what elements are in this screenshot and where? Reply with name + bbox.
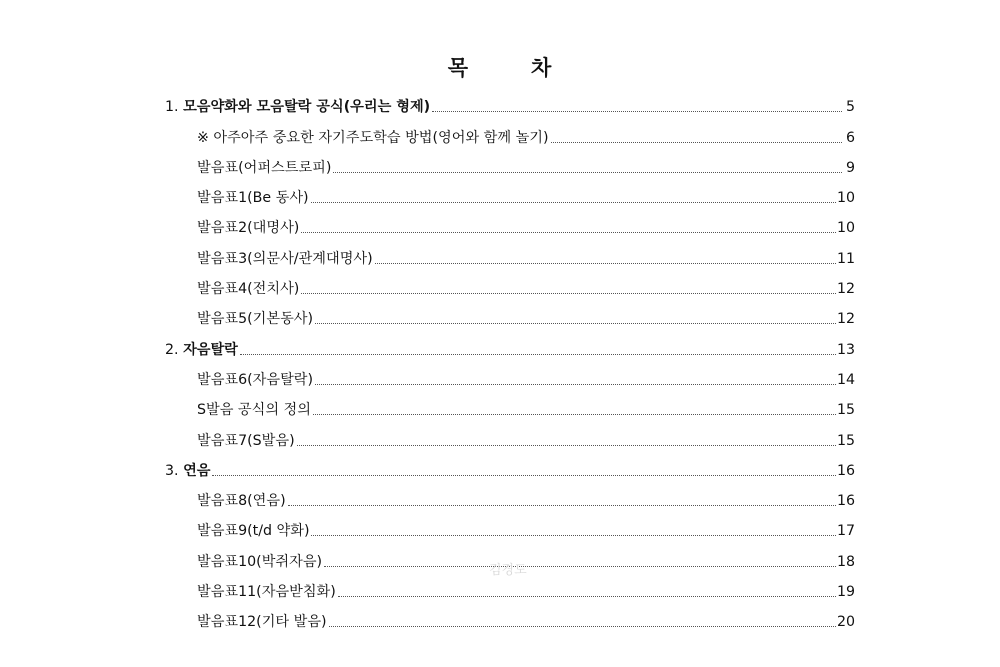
dot-leader (297, 445, 836, 446)
toc-entry[interactable] (165, 328, 855, 358)
toc-entry[interactable] (165, 601, 855, 631)
dot-leader (315, 323, 836, 324)
toc-page-number: 14 (836, 371, 855, 388)
toc-entry[interactable] (165, 86, 855, 116)
dot-leader (311, 535, 835, 536)
toc-page-number: 6 (845, 129, 855, 146)
toc-entry-label: 2. 자음탈락 (165, 341, 238, 358)
toc-page-number: 16 (836, 462, 855, 479)
dot-leader (432, 111, 842, 112)
toc-entry[interactable] (165, 147, 855, 177)
toc-entry[interactable] (165, 419, 855, 449)
dot-leader (315, 384, 836, 385)
toc-page-number: 15 (836, 402, 855, 419)
dot-leader (311, 202, 836, 203)
toc-page-number: 12 (836, 281, 855, 298)
title-part-2: 차 (531, 56, 553, 80)
title-part-1: 목 (447, 56, 469, 80)
toc-entry[interactable] (165, 268, 855, 298)
watermark: 김경도 (489, 563, 527, 578)
dot-leader (375, 263, 836, 264)
dot-leader (240, 354, 836, 355)
dot-leader (313, 414, 836, 415)
toc-entry[interactable] (165, 510, 855, 540)
dot-leader (324, 566, 836, 567)
toc-entry-label: 1. 모음약화와 모음탈락 공식(우리는 형제) (165, 99, 431, 116)
toc-entry-label: 발음표4(전치사) (197, 281, 300, 298)
toc-page-number: 9 (845, 159, 855, 176)
page-title (0, 52, 1000, 82)
toc-page-number: 10 (836, 220, 855, 237)
toc-page-number: 13 (836, 341, 855, 358)
toc-entry-label: ※ 아주아주 중요한 자기주도학습 방법(영어와 함께 놀기) (197, 129, 549, 146)
dot-leader (288, 505, 836, 506)
toc-entry-label: 발음표8(연음) (197, 493, 286, 510)
table-of-contents (165, 86, 855, 631)
toc-page-number: 11 (836, 250, 855, 267)
toc-page-number: 10 (836, 190, 855, 207)
toc-entry[interactable] (165, 359, 855, 389)
toc-entry-label: 발음표11(자음받침화) (197, 584, 336, 601)
dot-leader (551, 142, 842, 143)
toc-entry-label: 3. 연음 (165, 462, 211, 479)
dot-leader (301, 293, 836, 294)
toc-entry-label: 발음표6(자음탈락) (197, 371, 314, 388)
toc-entry-label: 발음표10(박쥐자음) (197, 553, 323, 570)
toc-entry[interactable] (165, 298, 855, 328)
toc-entry[interactable] (165, 480, 855, 510)
dot-leader (333, 172, 842, 173)
toc-entry[interactable] (165, 237, 855, 267)
toc-entry-label: 발음표7(S발음) (197, 432, 295, 449)
toc-page-number: 5 (845, 99, 855, 116)
toc-entry-label: 발음표9(t/d 약화) (197, 523, 310, 540)
toc-page-number: 19 (836, 584, 855, 601)
toc-page-number: 15 (836, 432, 855, 449)
toc-entry[interactable] (165, 116, 855, 146)
dot-leader (212, 475, 835, 476)
toc-entry-label: 발음표2(대명사) (197, 220, 300, 237)
dot-leader (329, 626, 836, 627)
toc-page-number: 16 (836, 493, 855, 510)
dot-leader (301, 232, 836, 233)
toc-entry[interactable] (165, 450, 855, 480)
toc-entry-label: 발음표5(기본동사) (197, 311, 314, 328)
toc-entry-label: 발음표12(기타 발음) (197, 614, 327, 631)
toc-page-number: 20 (836, 614, 855, 631)
toc-entry-label: 발음표3(의문사/관계대명사) (197, 250, 373, 267)
toc-page-number: 12 (836, 311, 855, 328)
toc-page-number: 17 (836, 523, 855, 540)
toc-entry-label: S발음 공식의 정의 (197, 402, 311, 419)
toc-page-number: 18 (836, 553, 855, 570)
toc-entry-label: 발음표(어퍼스트로피) (197, 159, 332, 176)
toc-entry[interactable] (165, 389, 855, 419)
dot-leader (338, 596, 836, 597)
toc-entry[interactable] (165, 207, 855, 237)
toc-entry[interactable] (165, 177, 855, 207)
toc-entry-label: 발음표1(Be 동사) (197, 190, 309, 207)
